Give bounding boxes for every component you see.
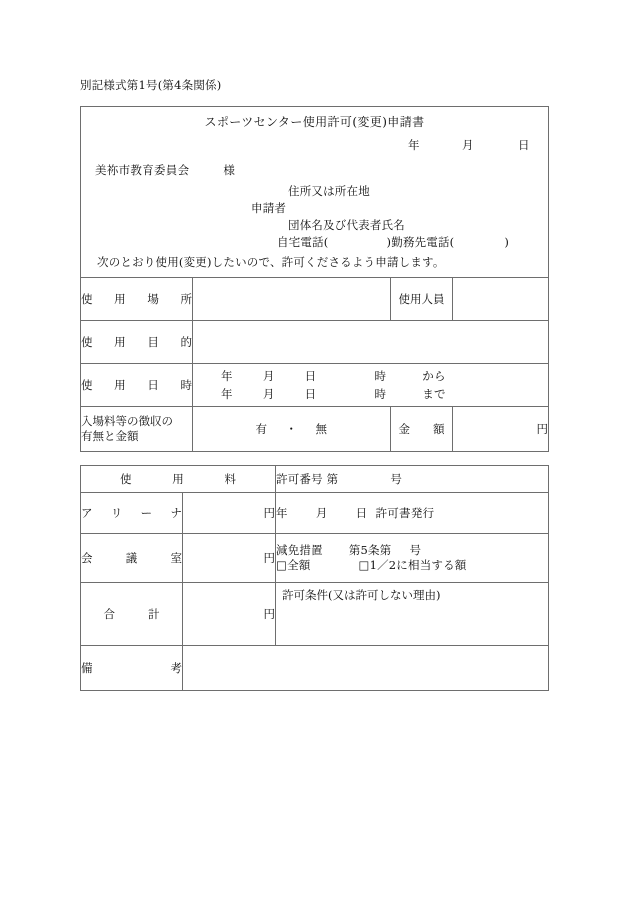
admission-fee-label-line1: 入場料等の徴収の [81,414,173,428]
total-fee-unit: 円 [263,607,275,621]
reduction-go: 号 [409,543,422,557]
home-phone-close: ) [386,235,392,249]
applicant-label: 申請者 [251,201,287,215]
work-phone-close: ) [504,235,510,249]
intro-text: 次のとおり使用(変更)したいので、許可くださるよう申請します。 [97,255,445,269]
arena-label-c2: ー [140,506,153,520]
to-day: 日 [304,387,317,401]
issue-day: 日 [355,506,368,520]
permit-conditions-label: 許可条件(又は許可しない理由) [282,588,441,602]
issue-text: 許可書発行 [375,506,435,520]
usage-purpose-input[interactable] [193,321,549,364]
usage-datetime-label [81,364,193,407]
usage-purpose-label-c0: 使 [81,335,93,349]
meeting-room-fee-input[interactable] [183,534,276,583]
usage-datetime-row [81,364,549,407]
arena-label-c0: ア [81,506,93,520]
from-hour: 時 [374,369,387,383]
reduction-label: 減免措置 [276,543,323,557]
usage-place-input[interactable] [193,278,391,321]
usage-datetime-input[interactable] [193,364,549,407]
permit-conditions-field[interactable] [276,583,549,646]
attendance-input[interactable] [453,278,549,321]
usage-datetime-label-c1: 用 [114,378,126,392]
permit-issue-date-field[interactable] [276,493,549,534]
addressee [95,162,235,178]
admission-yes-option[interactable]: 有 [255,422,268,436]
submission-date [408,137,530,153]
addressee-name: 美祢市教育委員会 [95,163,190,177]
usage-datetime-label-c3: 時 [180,378,192,392]
issue-month: 月 [315,506,328,520]
remarks-label-c1: 考 [170,661,182,675]
arena-label-c1: リ [110,506,123,520]
permit-number-dai: 第 [326,472,339,486]
admission-separator: ・ [285,422,298,436]
arena-fee-input[interactable] [183,493,276,534]
usage-purpose-label-c2: 目 [147,335,159,349]
remarks-input[interactable] [183,646,549,691]
permit-number-go: 号 [390,472,403,486]
reduction-full-checkbox[interactable]: □ [276,558,288,572]
usage-datetime-lines [193,367,548,403]
meeting-room-row [81,534,549,583]
admission-fee-row [81,407,549,452]
phone-line [277,234,509,251]
total-label [81,583,183,646]
fee-header-label-c0: 使 [120,472,132,486]
page-title: スポーツセンター使用許可(変更)申請書 [204,115,425,129]
usage-datetime-to [221,385,548,403]
admission-amount-label [391,407,453,452]
from-month: 月 [262,369,275,383]
arena-label [81,493,183,534]
from-year: 年 [221,369,233,383]
header-row [81,107,549,278]
usage-place-label [81,278,193,321]
arena-label-c3: ナ [170,506,182,520]
meeting-room-label [81,534,183,583]
usage-purpose-row [81,321,549,364]
addressee-honorific: 様 [223,163,236,177]
usage-datetime-label-c2: 日 [147,378,159,392]
admission-amount-unit: 円 [536,422,548,436]
admission-fee-label-line2: 有無と金額 [81,429,139,443]
fee-header-label-c2: 料 [224,472,236,486]
application-upper-table [80,106,549,452]
admission-no-option[interactable]: 無 [315,422,328,436]
fee-header-label [81,466,276,493]
reduction-line-2 [276,558,548,573]
address-label: 住所又は所在地 [288,184,370,198]
usage-place-label-c2: 場 [147,292,159,306]
usage-place-label-c1: 用 [114,292,126,306]
submission-year-label: 年 [408,138,420,152]
admission-fee-label [81,407,193,452]
reduction-line-1 [276,543,548,558]
admission-amount-input[interactable] [453,407,549,452]
permit-number-field[interactable] [276,466,549,493]
usage-place-label-c3: 所 [180,292,192,306]
submission-day-label: 日 [518,138,530,152]
reduction-measure-field [276,534,549,583]
total-fee-input[interactable] [183,583,276,646]
admission-amount-label-c0: 金 [398,422,410,436]
arena-row [81,493,549,534]
to-year: 年 [221,387,233,401]
usage-place-row [81,278,549,321]
admission-amount-label-c1: 額 [433,422,445,436]
submission-month-label: 月 [462,138,474,152]
remarks-label [81,646,183,691]
permit-lower-table [80,465,549,691]
meeting-room-label-c1: 議 [125,551,138,565]
usage-datetime-label-c0: 使 [81,378,93,392]
remarks-label-c0: 備 [81,661,93,675]
admission-yes-no-selector[interactable] [193,407,391,452]
home-phone-label: 自宅電話( [277,235,329,249]
form-number: 別記様式第1号(第4条関係) [80,78,222,92]
to-suffix: まで [422,387,446,401]
usage-purpose-label [81,321,193,364]
arena-fee-unit: 円 [263,506,275,520]
from-suffix: から [422,369,446,383]
permit-number-label: 許可番号 [276,472,323,486]
attendance-label: 使用人員 [391,278,453,321]
meeting-room-label-c0: 会 [81,551,93,565]
reduction-half-checkbox[interactable]: □ [358,558,370,572]
organization-label: 団体名及び代表者氏名 [288,218,405,232]
total-label-c0: 合 [103,607,115,621]
total-row [81,583,549,646]
usage-purpose-label-c1: 用 [114,335,126,349]
issue-year: 年 [276,506,288,520]
meeting-room-fee-unit: 円 [263,551,275,565]
remarks-row [81,646,549,691]
work-phone-label: 勤務先電話( [391,235,455,249]
reduction-article: 第5条第 [348,543,392,557]
from-day: 日 [304,369,317,383]
to-month: 月 [262,387,275,401]
fee-header-label-c1: 用 [172,472,184,486]
applicant-block [251,183,509,251]
to-hour: 時 [374,387,387,401]
fee-header-row [81,466,549,493]
usage-datetime-from [221,367,548,385]
usage-place-label-c0: 使 [81,292,93,306]
total-label-c1: 計 [148,607,160,621]
meeting-room-label-c2: 室 [170,551,182,565]
usage-purpose-label-c3: 的 [180,335,192,349]
header-cell [81,107,549,278]
reduction-half-label: 1／2に相当する額 [369,558,467,572]
reduction-full-label: 全額 [287,558,311,572]
